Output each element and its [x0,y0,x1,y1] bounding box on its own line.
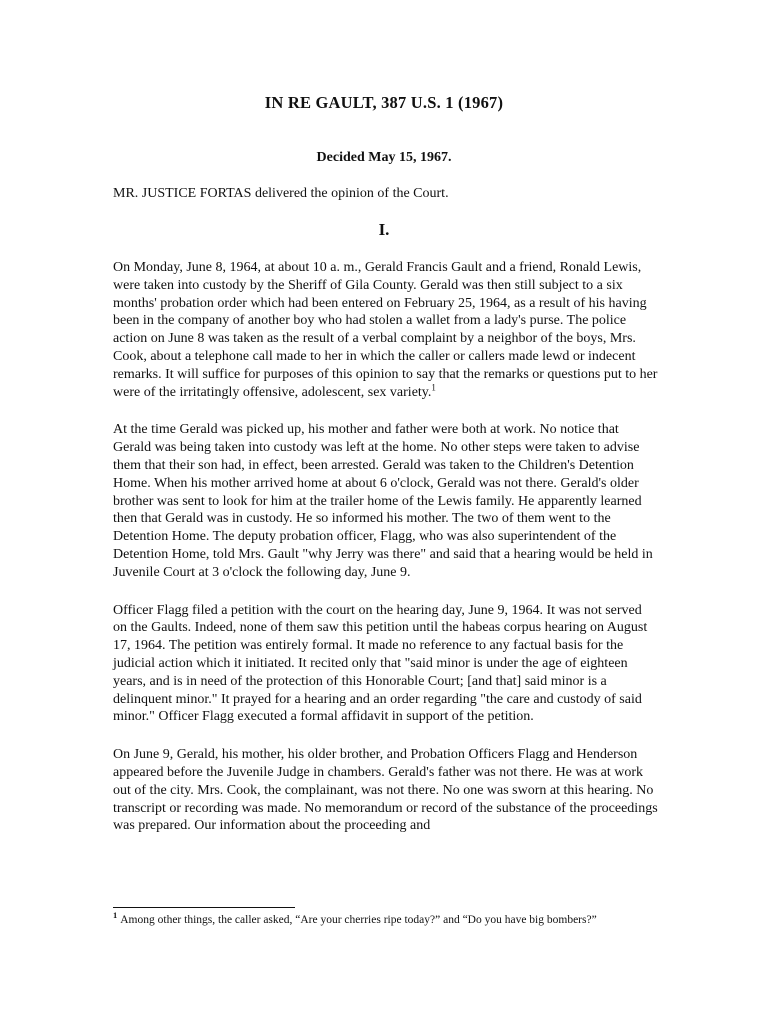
decision-date: Decided May 15, 1967. [316,150,452,165]
footnote-mark: 1 [113,910,118,921]
footnote-text: Among other things, the caller asked, “Are your cherries ripe today?” and “Do you have big bombers?” [120,914,597,926]
paragraph-4: On June 9, Gerald, his mother, his older brother, and Probation Officers Flagg and Henderson appeared before the Juvenile Judge in chambers. Gerald's father was not there. He was at work out of the city. Mrs. Cook, the complainant, was not there. No one was sworn at this hearing. No transcript or recording was made. No memorandum or record of the substance of the proceedings was prepared. Our information about the proceeding and [113,747,658,834]
opinion-author-line: MR. JUSTICE FORTAS delivered the opinion of the Court. [113,186,449,201]
footnote-reference[interactable]: 1 [431,381,436,392]
footnote-divider [113,907,295,908]
paragraph-2: At the time Gerald was picked up, his mother and father were both at work. No notice that Gerald was being taken into custody was left at the home. No other steps were taken to advise them that their son had, in effect, been arrested. Gerald was taken to the Children's Detention Home. When his mother arrived home at about 6 o'clock, Gerald was not there. Gerald's older brother was sent to look for him at the trailer home of the Lewis family. He apparently learned then that Gerald was in custody. He so informed his mother. The two of them went to the Detention Home. The deputy probation officer, Flagg, who was also superintendent of the Detention Home, told Mrs. Gault "why Jerry was there" and said that a hearing would be held in Juvenile Court at 3 o'clock the following day, June 9. [113,422,653,580]
paragraph-1-text: On Monday, June 8, 1964, at about 10 a. m., Gerald Francis Gault and a friend, Ronald Lewis, were taken into custody by the Sheriff of Gila County. Gerald was then still subject to a six months' probation order which had been entered on February 25, 1964, as a result of his having been in the company of another boy who had stolen a wallet from a lady's purse. The police action on June 8 was taken as the result of a verbal complaint by a neighbor of the boys, Mrs. Cook, about a telephone call made to her in which the caller or callers made lewd or indecent remarks. It will suffice for purposes of this opinion to say that the remarks or questions put to her were of the irritatingly offensive, adolescent, sex variety. [113,260,658,400]
paragraph-3: Officer Flagg filed a petition with the court on the hearing day, June 9, 1964. It was not served on the Gaults. Indeed, none of them saw this petition until the habeas corpus hearing on August 17, 1964. The petition was entirely formal. It made no reference to any factual basis for the judicial action which it initiated. It recited only that "said minor is under the age of eighteen years, and is in need of the protection of this Honorable Court; [and that] said minor is a delinquent minor." It prayed for a hearing and an order regarding "the care and custody of said minor." Officer Flagg executed a formal affidavit in support of the petition. [113,602,648,725]
paragraph-1 [113,259,658,401]
section-heading: I. [378,220,390,239]
footnote [113,910,673,927]
opinion-body [113,259,658,855]
case-title: IN RE GAULT, 387 U.S. 1 (1967) [264,93,504,112]
